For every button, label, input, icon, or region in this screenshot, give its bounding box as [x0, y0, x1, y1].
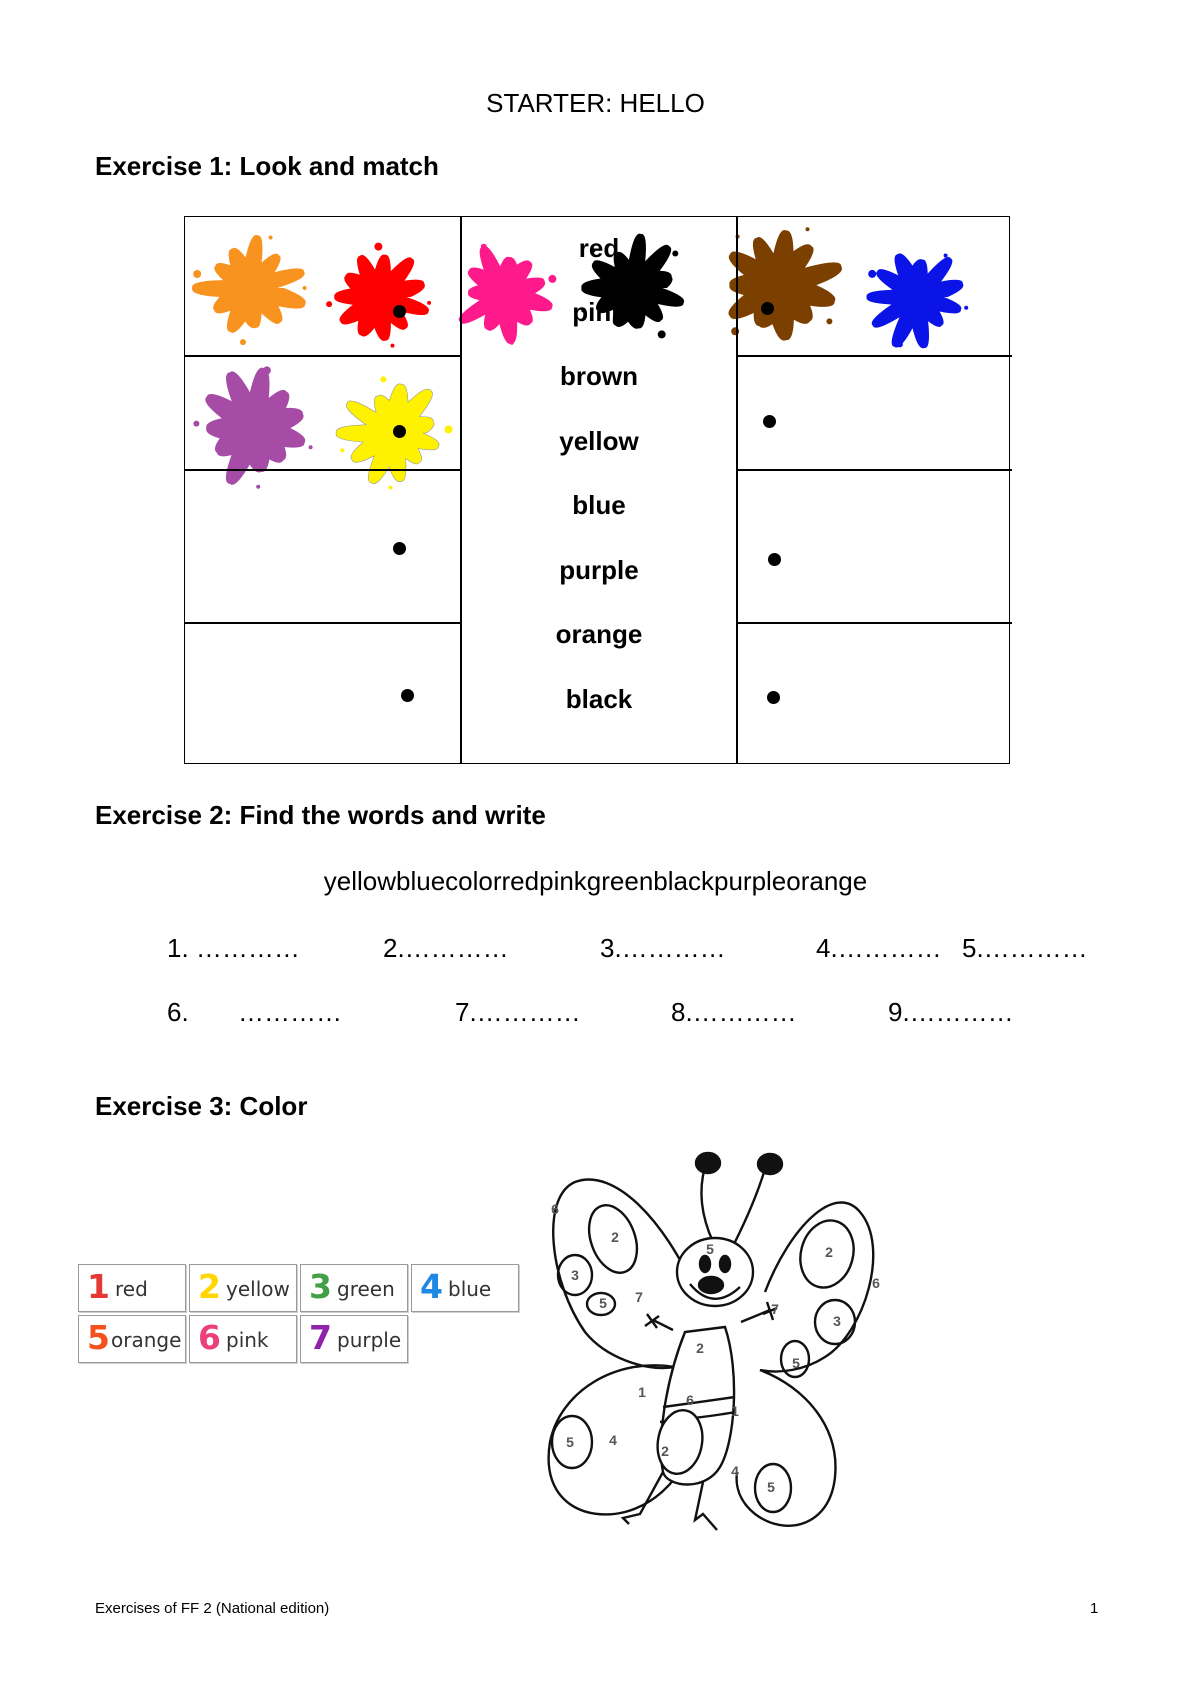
- region-number: 4: [731, 1463, 739, 1479]
- letter-string: yellowbluecolorredpinkgreenblackpurpleorange: [323, 866, 868, 896]
- splat-droplet: [944, 254, 948, 258]
- match-dot[interactable]: [401, 689, 414, 702]
- word-orange: orange: [555, 619, 643, 649]
- answer-blank-7[interactable]: 7.…………: [455, 997, 581, 1027]
- key-number: 5: [87, 1318, 110, 1357]
- page-title: STARTER: HELLO: [486, 88, 705, 118]
- match-dot[interactable]: [393, 542, 406, 555]
- exercise2-heading: Exercise 2: Find the words and write: [95, 800, 546, 830]
- splat-droplet: [510, 341, 514, 345]
- key-label: yellow: [226, 1277, 290, 1301]
- region-number: 6: [872, 1275, 880, 1291]
- region-number: 2: [611, 1229, 619, 1245]
- word-pink: pink: [572, 297, 626, 327]
- butterfly-coloring[interactable]: [545, 1142, 885, 1582]
- splat-droplet: [389, 486, 393, 490]
- region-number: 2: [825, 1244, 833, 1260]
- match-dot[interactable]: [761, 302, 774, 315]
- word-red: red: [578, 233, 620, 263]
- key-orange: [78, 1315, 186, 1363]
- splat-droplet: [303, 286, 307, 290]
- key-number: 4: [420, 1267, 443, 1306]
- key-number: 7: [309, 1318, 332, 1357]
- blue-splat-icon: [857, 241, 977, 353]
- key-blue: [411, 1264, 519, 1312]
- answer-blank-2[interactable]: 2.…………: [383, 933, 509, 963]
- splat-droplet: [193, 421, 199, 427]
- answer-blank-3[interactable]: 3.…………: [600, 933, 726, 963]
- region-number: 2: [661, 1443, 669, 1459]
- key-green: [300, 1264, 408, 1312]
- splat-droplet: [445, 425, 453, 433]
- splat-droplet: [548, 275, 556, 283]
- page-number: 1: [1090, 1600, 1099, 1617]
- key-label: pink: [226, 1328, 269, 1352]
- splat-droplet: [309, 445, 313, 449]
- footer-text: Exercises of FF 2 (National edition): [95, 1600, 330, 1617]
- splat-droplet: [428, 301, 432, 305]
- splat-droplet: [193, 270, 201, 278]
- key-label: purple: [337, 1328, 402, 1352]
- match-dot[interactable]: [768, 553, 781, 566]
- region-number: 6: [551, 1201, 559, 1217]
- region-number: 1: [638, 1384, 646, 1400]
- splat-droplet: [341, 448, 345, 452]
- splat-droplet: [381, 376, 387, 382]
- right-lower-wing: [737, 1370, 836, 1526]
- antenna-tip-icon: [696, 1153, 720, 1173]
- exercise1-heading: Exercise 1: Look and match: [95, 151, 439, 181]
- splat-droplet: [964, 306, 968, 310]
- key-label: blue: [448, 1277, 492, 1301]
- splat-droplet: [269, 236, 273, 240]
- region-number: 4: [609, 1432, 617, 1448]
- splat-droplet: [826, 318, 832, 324]
- answer-blank-4[interactable]: 4.…………: [816, 933, 942, 963]
- match-dot[interactable]: [393, 305, 406, 318]
- region-number: 3: [571, 1267, 579, 1283]
- key-purple: [300, 1315, 408, 1363]
- splat-droplet: [731, 327, 739, 335]
- splat-droplet: [897, 341, 903, 347]
- answer-blank-6[interactable]: …………: [238, 997, 342, 1027]
- antenna-tip-icon: [758, 1154, 782, 1174]
- region-number: 5: [599, 1295, 607, 1311]
- exercise3-heading: Exercise 3: Color: [95, 1091, 308, 1121]
- region-number: 6: [686, 1392, 694, 1408]
- region-number: 1: [731, 1403, 739, 1419]
- word-yellow: yellow: [559, 426, 639, 456]
- word-black: black: [565, 684, 633, 714]
- answer-blank-9[interactable]: 9.…………: [888, 997, 1014, 1027]
- key-pink: [189, 1315, 297, 1363]
- key-yellow: [189, 1264, 297, 1312]
- word-brown: brown: [560, 361, 638, 391]
- region-number: 5: [792, 1355, 800, 1371]
- region-number: 7: [635, 1289, 643, 1305]
- key-label: red: [115, 1277, 148, 1301]
- red-splat-icon: [319, 241, 439, 353]
- key-label: orange: [111, 1328, 182, 1352]
- match-dot[interactable]: [763, 415, 776, 428]
- key-number: 1: [87, 1267, 110, 1306]
- answer-number-6: 6.: [167, 997, 189, 1027]
- key-red: [78, 1264, 186, 1312]
- word-blue: blue: [572, 490, 626, 520]
- match-dot[interactable]: [767, 691, 780, 704]
- region-number: 5: [706, 1241, 714, 1257]
- splat-droplet: [805, 227, 809, 231]
- splat-droplet: [263, 366, 271, 374]
- region-number: 2: [696, 1340, 704, 1356]
- region-number: 7: [771, 1301, 779, 1317]
- key-number: 2: [198, 1267, 221, 1306]
- region-number: 5: [566, 1434, 574, 1450]
- splat-droplet: [327, 301, 333, 307]
- orange-splat-icon: [185, 223, 315, 353]
- splat-droplet: [375, 243, 383, 251]
- word-purple: purple: [559, 555, 639, 585]
- splat-droplet: [868, 270, 876, 278]
- match-dot[interactable]: [393, 425, 406, 438]
- answer-blank-5[interactable]: 5.…………: [962, 933, 1088, 963]
- answer-blank-8[interactable]: 8.…………: [671, 997, 797, 1027]
- region-number: 3: [833, 1313, 841, 1329]
- splat-droplet: [658, 330, 666, 338]
- key-number: 6: [198, 1318, 221, 1357]
- splat-droplet: [391, 344, 395, 348]
- key-label: green: [337, 1277, 395, 1301]
- key-number: 3: [309, 1267, 332, 1306]
- answer-blank-1[interactable]: 1. …………: [167, 933, 300, 963]
- match-table: [184, 216, 1010, 764]
- purple-splat-icon: [185, 358, 325, 498]
- splat-droplet: [256, 485, 260, 489]
- region-number: 5: [767, 1479, 775, 1495]
- splat-droplet: [240, 339, 246, 345]
